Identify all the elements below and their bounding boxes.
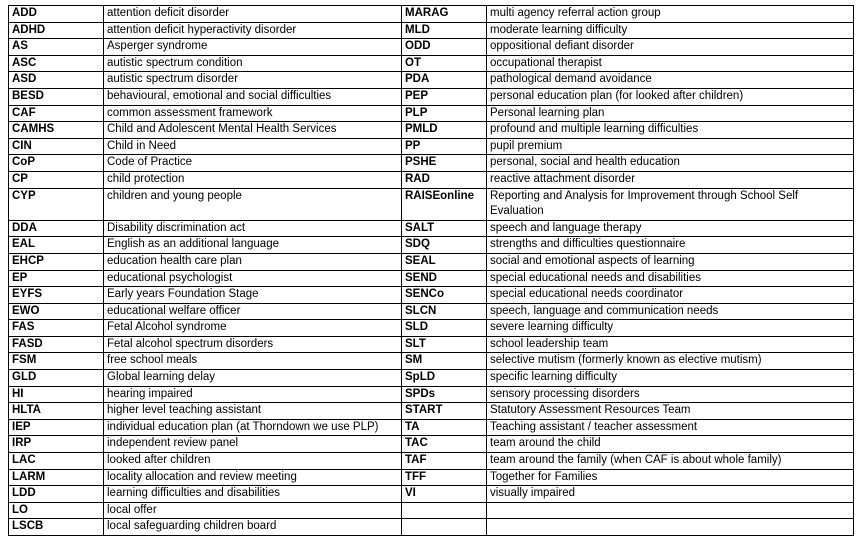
abbreviation-cell: EHCP [9, 253, 104, 270]
meaning-cell: Asperger syndrome [104, 39, 402, 56]
abbreviation-cell: PEP [402, 88, 487, 105]
abbreviation-cell: SDQ [402, 237, 487, 254]
table-row [9, 519, 854, 536]
table-row [9, 138, 854, 155]
abbreviation-cell: PMLD [402, 122, 487, 139]
meaning-cell: pathological demand avoidance [487, 72, 854, 89]
meaning-cell: multi agency referral action group [487, 6, 854, 23]
meaning-cell: looked after children [104, 453, 402, 470]
table-row [9, 22, 854, 39]
table-row [9, 386, 854, 403]
meaning-cell: Fetal alcohol spectrum disorders [104, 336, 402, 353]
table-row [9, 453, 854, 470]
abbreviation-cell: TAC [402, 436, 487, 453]
table-row [9, 220, 854, 237]
table-row [9, 171, 854, 188]
meaning-cell: learning difficulties and disabilities [104, 486, 402, 503]
meaning-cell: specific learning difficulty [487, 370, 854, 387]
abbreviation-cell: EP [9, 270, 104, 287]
meaning-cell: autistic spectrum condition [104, 55, 402, 72]
abbreviation-cell: SM [402, 353, 487, 370]
meaning-cell: higher level teaching assistant [104, 403, 402, 420]
meaning-cell: educational psychologist [104, 270, 402, 287]
meaning-cell: autistic spectrum disorder [104, 72, 402, 89]
meaning-cell: Teaching assistant / teacher assessment [487, 419, 854, 436]
abbreviations-table-body [9, 6, 854, 536]
meaning-cell: education health care plan [104, 253, 402, 270]
abbreviation-cell [402, 519, 487, 536]
meaning-cell: sensory processing disorders [487, 386, 854, 403]
abbreviation-cell: IRP [9, 436, 104, 453]
meaning-cell: team around the family (when CAF is about whole family) [487, 453, 854, 470]
meaning-cell: school leadership team [487, 336, 854, 353]
meaning-cell: child protection [104, 171, 402, 188]
meaning-cell: Reporting and Analysis for Improvement through School Self Evaluation [487, 188, 854, 220]
meaning-cell: Fetal Alcohol syndrome [104, 320, 402, 337]
table-row [9, 72, 854, 89]
abbreviation-cell: BESD [9, 88, 104, 105]
abbreviation-cell: SENCo [402, 287, 487, 304]
table-row [9, 336, 854, 353]
table-row [9, 237, 854, 254]
abbreviation-cell: TAF [402, 453, 487, 470]
meaning-cell: reactive attachment disorder [487, 171, 854, 188]
table-row [9, 486, 854, 503]
meaning-cell: local offer [104, 502, 402, 519]
abbreviation-cell: EAL [9, 237, 104, 254]
meaning-cell: Child in Need [104, 138, 402, 155]
abbreviation-cell: EYFS [9, 287, 104, 304]
abbreviation-cell: GLD [9, 370, 104, 387]
abbreviation-cell: SPDs [402, 386, 487, 403]
abbreviation-cell: MARAG [402, 6, 487, 23]
table-row [9, 122, 854, 139]
abbreviation-cell: ADD [9, 6, 104, 23]
abbreviation-cell: HLTA [9, 403, 104, 420]
abbreviation-cell: LDD [9, 486, 104, 503]
meaning-cell: Statutory Assessment Resources Team [487, 403, 854, 420]
abbreviation-cell: ASD [9, 72, 104, 89]
table-row [9, 469, 854, 486]
table-row [9, 55, 854, 72]
meaning-cell: Global learning delay [104, 370, 402, 387]
abbreviation-cell: CP [9, 171, 104, 188]
abbreviation-cell: CIN [9, 138, 104, 155]
abbreviation-cell: SLCN [402, 303, 487, 320]
meaning-cell: free school meals [104, 353, 402, 370]
abbreviation-cell: TA [402, 419, 487, 436]
abbreviation-cell: RAD [402, 171, 487, 188]
meaning-cell: social and emotional aspects of learning [487, 253, 854, 270]
meaning-cell: strengths and difficulties questionnaire [487, 237, 854, 254]
abbreviation-cell: SALT [402, 220, 487, 237]
table-row [9, 287, 854, 304]
meaning-cell: attention deficit hyperactivity disorder [104, 22, 402, 39]
meaning-cell: profound and multiple learning difficulties [487, 122, 854, 139]
meaning-cell: severe learning difficulty [487, 320, 854, 337]
meaning-cell: behavioural, emotional and social difficulties [104, 88, 402, 105]
abbreviation-cell: EWO [9, 303, 104, 320]
table-row [9, 39, 854, 56]
table-row [9, 403, 854, 420]
abbreviation-cell: FASD [9, 336, 104, 353]
abbreviation-cell: ADHD [9, 22, 104, 39]
abbreviation-cell: AS [9, 39, 104, 56]
meaning-cell: Child and Adolescent Mental Health Services [104, 122, 402, 139]
meaning-cell: attention deficit disorder [104, 6, 402, 23]
abbreviation-cell: SpLD [402, 370, 487, 387]
abbreviation-cell: TFF [402, 469, 487, 486]
meaning-cell: locality allocation and review meeting [104, 469, 402, 486]
meaning-cell [487, 502, 854, 519]
abbreviation-cell: DDA [9, 220, 104, 237]
abbreviation-cell: MLD [402, 22, 487, 39]
table-row [9, 188, 854, 220]
abbreviation-cell: PLP [402, 105, 487, 122]
meaning-cell: pupil premium [487, 138, 854, 155]
meaning-cell [487, 519, 854, 536]
table-row [9, 155, 854, 172]
table-row [9, 320, 854, 337]
meaning-cell: special educational needs coordinator [487, 287, 854, 304]
meaning-cell: speech, language and communication needs [487, 303, 854, 320]
abbreviation-cell: FSM [9, 353, 104, 370]
abbreviations-table [8, 5, 854, 536]
abbreviation-cell: LO [9, 502, 104, 519]
table-row [9, 303, 854, 320]
meaning-cell: Personal learning plan [487, 105, 854, 122]
meaning-cell: children and young people [104, 188, 402, 220]
abbreviation-cell: SLT [402, 336, 487, 353]
meaning-cell: personal, social and health education [487, 155, 854, 172]
table-row [9, 419, 854, 436]
abbreviation-cell: FAS [9, 320, 104, 337]
abbreviation-cell: ODD [402, 39, 487, 56]
abbreviation-cell: LARM [9, 469, 104, 486]
abbreviation-cell: CAMHS [9, 122, 104, 139]
abbreviation-cell: CoP [9, 155, 104, 172]
meaning-cell: educational welfare officer [104, 303, 402, 320]
abbreviation-cell: VI [402, 486, 487, 503]
abbreviation-cell: RAISEonline [402, 188, 487, 220]
meaning-cell: Early years Foundation Stage [104, 287, 402, 304]
table-row [9, 370, 854, 387]
meaning-cell: Together for Families [487, 469, 854, 486]
abbreviation-cell: CAF [9, 105, 104, 122]
abbreviation-cell: SEAL [402, 253, 487, 270]
meaning-cell: moderate learning difficulty [487, 22, 854, 39]
abbreviation-cell: OT [402, 55, 487, 72]
abbreviation-cell: LSCB [9, 519, 104, 536]
table-row [9, 6, 854, 23]
meaning-cell: hearing impaired [104, 386, 402, 403]
abbreviation-cell: START [402, 403, 487, 420]
abbreviation-cell: ASC [9, 55, 104, 72]
abbreviation-cell: SLD [402, 320, 487, 337]
table-row [9, 105, 854, 122]
table-row [9, 502, 854, 519]
meaning-cell: visually impaired [487, 486, 854, 503]
meaning-cell: local safeguarding children board [104, 519, 402, 536]
table-row [9, 88, 854, 105]
abbreviation-cell: CYP [9, 188, 104, 220]
meaning-cell: independent review panel [104, 436, 402, 453]
meaning-cell: common assessment framework [104, 105, 402, 122]
meaning-cell: Disability discrimination act [104, 220, 402, 237]
meaning-cell: English as an additional language [104, 237, 402, 254]
meaning-cell: occupational therapist [487, 55, 854, 72]
meaning-cell: selective mutism (formerly known as elective mutism) [487, 353, 854, 370]
abbreviation-cell: HI [9, 386, 104, 403]
abbreviation-cell: PSHE [402, 155, 487, 172]
meaning-cell: speech and language therapy [487, 220, 854, 237]
meaning-cell: oppositional defiant disorder [487, 39, 854, 56]
table-row [9, 353, 854, 370]
abbreviation-cell: PDA [402, 72, 487, 89]
meaning-cell: team around the child [487, 436, 854, 453]
abbreviation-cell: PP [402, 138, 487, 155]
meaning-cell: Code of Practice [104, 155, 402, 172]
meaning-cell: special educational needs and disabilities [487, 270, 854, 287]
abbreviation-cell [402, 502, 487, 519]
meaning-cell: individual education plan (at Thorndown we use PLP) [104, 419, 402, 436]
table-row [9, 253, 854, 270]
abbreviation-cell: SEND [402, 270, 487, 287]
meaning-cell: personal education plan (for looked after children) [487, 88, 854, 105]
abbreviation-cell: LAC [9, 453, 104, 470]
table-row [9, 436, 854, 453]
table-row [9, 270, 854, 287]
abbreviation-cell: IEP [9, 419, 104, 436]
